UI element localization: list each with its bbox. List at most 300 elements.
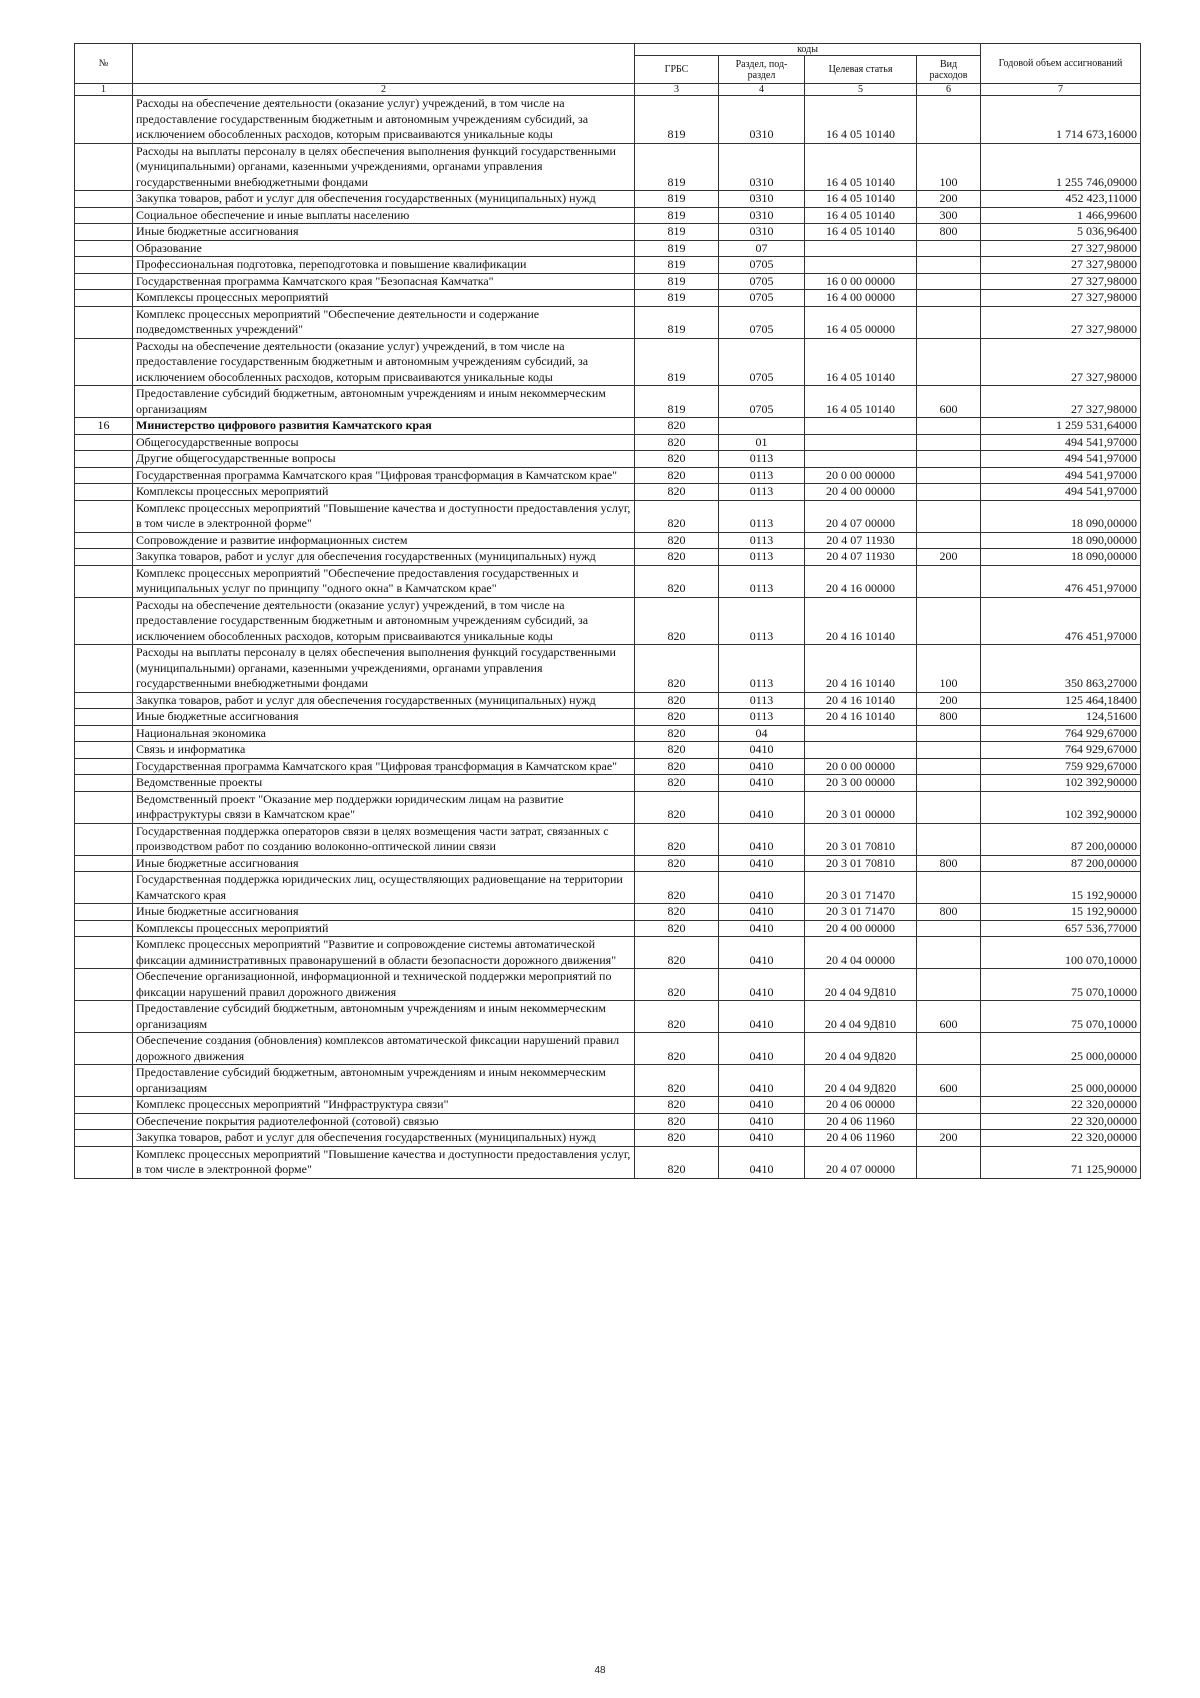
row-number-cell	[75, 1130, 133, 1147]
grbs-cell: 820	[635, 1065, 719, 1097]
razdel-cell: 0410	[719, 1130, 805, 1147]
row-number-cell	[75, 257, 133, 274]
row-number-cell	[75, 273, 133, 290]
table-row	[75, 597, 1141, 645]
razdel-cell: 0113	[719, 565, 805, 597]
razdel-cell: 0310	[719, 207, 805, 224]
amount-cell: 18 090,00000	[981, 532, 1141, 549]
celevaya-cell: 20 4 16 10140	[805, 709, 917, 726]
description-cell: Обеспечение организационной, информационной и технической поддержки мероприятий по фиксации нарушений правил дорожного движения	[133, 969, 635, 1001]
amount-cell: 494 541,97000	[981, 434, 1141, 451]
celevaya-cell: 20 4 07 00000	[805, 1146, 917, 1178]
razdel-cell: 0705	[719, 306, 805, 338]
amount-cell: 15 192,90000	[981, 872, 1141, 904]
celevaya-cell: 20 4 07 00000	[805, 500, 917, 532]
vid-cell: 200	[917, 549, 981, 566]
vid-cell: 600	[917, 386, 981, 418]
celevaya-cell: 20 3 00 00000	[805, 775, 917, 792]
table-header	[75, 44, 1141, 96]
vid-cell	[917, 338, 981, 386]
vid-cell	[917, 872, 981, 904]
table-row	[75, 758, 1141, 775]
celevaya-cell	[805, 434, 917, 451]
amount-cell: 764 929,67000	[981, 742, 1141, 759]
razdel-cell: 0113	[719, 597, 805, 645]
grbs-cell: 820	[635, 758, 719, 775]
table-row	[75, 920, 1141, 937]
celevaya-cell: 16 4 05 10140	[805, 143, 917, 191]
razdel-cell: 0113	[719, 645, 805, 693]
grbs-cell: 820	[635, 597, 719, 645]
row-number-cell	[75, 434, 133, 451]
celevaya-cell	[805, 240, 917, 257]
row-number-cell	[75, 565, 133, 597]
grbs-cell: 820	[635, 904, 719, 921]
grbs-cell: 820	[635, 692, 719, 709]
razdel-cell: 0410	[719, 1033, 805, 1065]
celevaya-cell: 20 4 06 00000	[805, 1097, 917, 1114]
grbs-cell: 820	[635, 500, 719, 532]
grbs-cell: 820	[635, 1146, 719, 1178]
row-number-cell	[75, 791, 133, 823]
description-cell: Комплекс процессных мероприятий "Инфраструктура связи"	[133, 1097, 635, 1114]
row-number-cell	[75, 338, 133, 386]
row-number-cell	[75, 692, 133, 709]
celevaya-cell: 20 4 06 11960	[805, 1113, 917, 1130]
amount-cell: 5 036,96400	[981, 224, 1141, 241]
row-number-cell	[75, 290, 133, 307]
vid-cell	[917, 920, 981, 937]
grbs-cell: 819	[635, 96, 719, 144]
row-number-cell	[75, 386, 133, 418]
razdel-cell: 0410	[719, 937, 805, 969]
razdel-cell: 0410	[719, 969, 805, 1001]
table-row	[75, 872, 1141, 904]
column-number: 1	[75, 84, 133, 96]
razdel-cell: 0410	[719, 742, 805, 759]
celevaya-cell: 20 4 06 11960	[805, 1130, 917, 1147]
column-number: 2	[133, 84, 635, 96]
grbs-cell: 819	[635, 207, 719, 224]
celevaya-cell: 20 3 01 70810	[805, 823, 917, 855]
vid-cell	[917, 1146, 981, 1178]
table-row	[75, 451, 1141, 468]
table-row	[75, 418, 1141, 435]
grbs-cell: 820	[635, 467, 719, 484]
description-cell: Комплекс процессных мероприятий "Обеспечение деятельности и содержание подведомственных учреждений"	[133, 306, 635, 338]
grbs-cell: 820	[635, 484, 719, 501]
amount-cell: 759 929,67000	[981, 758, 1141, 775]
razdel-cell: 0113	[719, 709, 805, 726]
table-row	[75, 386, 1141, 418]
description-cell: Ведомственные проекты	[133, 775, 635, 792]
razdel-cell	[719, 418, 805, 435]
razdel-cell: 0113	[719, 692, 805, 709]
vid-cell	[917, 532, 981, 549]
amount-cell: 27 327,98000	[981, 386, 1141, 418]
grbs-header: ГРБС	[635, 56, 719, 84]
table-row	[75, 1033, 1141, 1065]
amount-cell: 27 327,98000	[981, 240, 1141, 257]
vid-cell: 800	[917, 709, 981, 726]
razdel-cell: 0410	[719, 1097, 805, 1114]
celevaya-cell: 20 3 01 70810	[805, 855, 917, 872]
description-cell: Государственная поддержка юридических лиц, осуществляющих радиовещание на территории Камчатского края	[133, 872, 635, 904]
vid-cell	[917, 290, 981, 307]
vid-cell: 200	[917, 692, 981, 709]
vid-cell: 300	[917, 207, 981, 224]
description-cell: Общегосударственные вопросы	[133, 434, 635, 451]
table-row	[75, 791, 1141, 823]
celevaya-cell: 16 4 05 10140	[805, 191, 917, 208]
vid-cell	[917, 725, 981, 742]
vid-cell	[917, 791, 981, 823]
table-row	[75, 692, 1141, 709]
grbs-cell: 820	[635, 791, 719, 823]
amount-cell: 1 714 673,16000	[981, 96, 1141, 144]
razdel-cell: 0410	[719, 823, 805, 855]
amount-cell: 102 392,90000	[981, 791, 1141, 823]
row-number-cell	[75, 532, 133, 549]
celevaya-cell: 20 4 16 10140	[805, 645, 917, 693]
grbs-cell: 820	[635, 725, 719, 742]
grbs-cell: 820	[635, 872, 719, 904]
description-cell: Комплексы процессных мероприятий	[133, 920, 635, 937]
vid-cell	[917, 451, 981, 468]
razdel-cell: 0705	[719, 338, 805, 386]
row-number-cell	[75, 920, 133, 937]
amount-cell: 494 541,97000	[981, 484, 1141, 501]
description-cell: Комплекс процессных мероприятий "Повышение качества и доступности предоставления услуг, в том числе в электронной форме"	[133, 500, 635, 532]
razdel-cell: 0410	[719, 855, 805, 872]
amount-cell: 27 327,98000	[981, 273, 1141, 290]
amount-cell: 27 327,98000	[981, 338, 1141, 386]
table-row	[75, 709, 1141, 726]
description-cell: Государственная программа Камчатского края "Безопасная Камчатка"	[133, 273, 635, 290]
celevaya-cell: 20 4 16 00000	[805, 565, 917, 597]
description-cell: Расходы на выплаты персоналу в целях обеспечения выполнения функций государственными (муниципальными) органами, казенными учреждениями, органами управления государственными внебюджетными фондами	[133, 143, 635, 191]
razdel-cell: 0410	[719, 920, 805, 937]
column-number: 5	[805, 84, 917, 96]
celevaya-cell: 16 4 05 10140	[805, 338, 917, 386]
grbs-cell: 819	[635, 338, 719, 386]
table-row	[75, 257, 1141, 274]
amount-cell: 87 200,00000	[981, 823, 1141, 855]
vid-cell: 200	[917, 1130, 981, 1147]
table-row	[75, 725, 1141, 742]
page-number: 48	[594, 1665, 606, 1676]
row-number-cell	[75, 207, 133, 224]
table-row	[75, 500, 1141, 532]
description-cell: Иные бюджетные ассигнования	[133, 709, 635, 726]
amount-cell: 1 466,99600	[981, 207, 1141, 224]
description-cell: Иные бюджетные ассигнования	[133, 904, 635, 921]
document-page	[74, 43, 1140, 1179]
description-cell: Образование	[133, 240, 635, 257]
razdel-cell: 0410	[719, 904, 805, 921]
table-row	[75, 823, 1141, 855]
row-number-cell	[75, 872, 133, 904]
grbs-cell: 820	[635, 549, 719, 566]
description-cell: Национальная экономика	[133, 725, 635, 742]
celevaya-cell: 16 4 05 10140	[805, 207, 917, 224]
table-row	[75, 855, 1141, 872]
vid-cell: 800	[917, 855, 981, 872]
grbs-cell: 820	[635, 969, 719, 1001]
amount-cell: 27 327,98000	[981, 306, 1141, 338]
razdel-cell: 07	[719, 240, 805, 257]
razdel-cell: 0113	[719, 500, 805, 532]
celevaya-cell	[805, 742, 917, 759]
celevaya-cell: 20 3 01 00000	[805, 791, 917, 823]
row-number-cell	[75, 143, 133, 191]
vid-cell	[917, 500, 981, 532]
amount-cell: 15 192,90000	[981, 904, 1141, 921]
vid-cell	[917, 1097, 981, 1114]
celevaya-cell: 20 4 04 9Д810	[805, 1001, 917, 1033]
razdel-header: Раздел, под-раздел	[719, 56, 805, 84]
row-number-cell	[75, 904, 133, 921]
amount-cell: 764 929,67000	[981, 725, 1141, 742]
row-number-cell	[75, 969, 133, 1001]
table-body	[75, 96, 1141, 1179]
row-number-cell	[75, 96, 133, 144]
celevaya-cell: 20 4 07 11930	[805, 532, 917, 549]
celevaya-cell: 20 4 16 10140	[805, 597, 917, 645]
table-row	[75, 904, 1141, 921]
row-number-cell	[75, 191, 133, 208]
row-number-cell: 16	[75, 418, 133, 435]
celevaya-cell: 20 4 04 9Д820	[805, 1033, 917, 1065]
table-row	[75, 549, 1141, 566]
table-row	[75, 1113, 1141, 1130]
table-row	[75, 775, 1141, 792]
table-row	[75, 467, 1141, 484]
razdel-cell: 0410	[719, 1146, 805, 1178]
description-cell: Министерство цифрового развития Камчатского края	[133, 418, 635, 435]
razdel-cell: 0410	[719, 758, 805, 775]
description-cell: Предоставление субсидий бюджетным, автономным учреждениям и иным некоммерческим организациям	[133, 386, 635, 418]
amount-cell: 71 125,90000	[981, 1146, 1141, 1178]
razdel-cell: 0410	[719, 872, 805, 904]
vid-cell	[917, 565, 981, 597]
vid-cell	[917, 306, 981, 338]
row-number-cell	[75, 725, 133, 742]
table-row	[75, 1097, 1141, 1114]
razdel-cell: 0113	[719, 484, 805, 501]
amount-cell: 27 327,98000	[981, 257, 1141, 274]
vid-cell	[917, 434, 981, 451]
razdel-cell: 0705	[719, 257, 805, 274]
razdel-cell: 0310	[719, 96, 805, 144]
description-cell: Расходы на выплаты персоналу в целях обеспечения выполнения функций государственными (муниципальными) органами, казенными учреждениями, органами управления государственными внебюджетными фондами	[133, 645, 635, 693]
grbs-cell: 820	[635, 1097, 719, 1114]
grbs-cell: 820	[635, 775, 719, 792]
description-cell: Иные бюджетные ассигнования	[133, 224, 635, 241]
grbs-cell: 820	[635, 418, 719, 435]
description-cell: Закупка товаров, работ и услуг для обеспечения государственных (муниципальных) нужд	[133, 692, 635, 709]
description-cell: Комплексы процессных мероприятий	[133, 290, 635, 307]
grbs-cell: 819	[635, 143, 719, 191]
table-row	[75, 143, 1141, 191]
row-number-cell	[75, 224, 133, 241]
grbs-cell: 819	[635, 257, 719, 274]
vid-cell	[917, 597, 981, 645]
grbs-cell: 820	[635, 645, 719, 693]
column-number: 4	[719, 84, 805, 96]
amount-cell: 494 541,97000	[981, 467, 1141, 484]
amount-cell: 125 464,18400	[981, 692, 1141, 709]
row-number-cell	[75, 709, 133, 726]
amount-cell: 124,51600	[981, 709, 1141, 726]
grbs-cell: 819	[635, 306, 719, 338]
amount-cell: 476 451,97000	[981, 597, 1141, 645]
row-number-cell	[75, 742, 133, 759]
razdel-cell: 0113	[719, 549, 805, 566]
table-row	[75, 742, 1141, 759]
grbs-cell: 820	[635, 855, 719, 872]
razdel-cell: 0410	[719, 775, 805, 792]
description-cell: Сопровождение и развитие информационных систем	[133, 532, 635, 549]
row-number-cell	[75, 758, 133, 775]
table-row	[75, 338, 1141, 386]
row-number-cell	[75, 467, 133, 484]
razdel-cell: 0705	[719, 386, 805, 418]
celevaya-cell	[805, 257, 917, 274]
razdel-cell: 0705	[719, 290, 805, 307]
vid-cell: 100	[917, 143, 981, 191]
num-header: №	[75, 44, 133, 84]
description-cell: Закупка товаров, работ и услуг для обеспечения государственных (муниципальных) нужд	[133, 549, 635, 566]
table-row	[75, 1130, 1141, 1147]
amount-cell: 75 070,10000	[981, 969, 1141, 1001]
razdel-cell: 0410	[719, 1065, 805, 1097]
vid-cell	[917, 823, 981, 855]
column-number: 3	[635, 84, 719, 96]
amount-cell: 75 070,10000	[981, 1001, 1141, 1033]
amount-cell: 18 090,00000	[981, 500, 1141, 532]
vid-cell: 800	[917, 904, 981, 921]
description-cell: Государственная программа Камчатского края "Цифровая трансформация в Камчатском крае"	[133, 467, 635, 484]
table-row	[75, 96, 1141, 144]
vid-cell	[917, 257, 981, 274]
vid-cell	[917, 240, 981, 257]
celevaya-cell: 20 4 04 9Д820	[805, 1065, 917, 1097]
celevaya-cell: 20 3 01 71470	[805, 904, 917, 921]
description-cell: Закупка товаров, работ и услуг для обеспечения государственных (муниципальных) нужд	[133, 191, 635, 208]
vid-cell	[917, 742, 981, 759]
amount-cell: 27 327,98000	[981, 290, 1141, 307]
row-number-cell	[75, 306, 133, 338]
grbs-cell: 820	[635, 565, 719, 597]
celevaya-cell: 16 0 00 00000	[805, 273, 917, 290]
razdel-cell: 0310	[719, 191, 805, 208]
row-number-cell	[75, 1113, 133, 1130]
celevaya-cell: 20 3 01 71470	[805, 872, 917, 904]
row-number-cell	[75, 775, 133, 792]
grbs-cell: 820	[635, 1001, 719, 1033]
celevaya-cell: 16 4 05 10140	[805, 386, 917, 418]
description-cell: Связь и информатика	[133, 742, 635, 759]
table-row	[75, 1001, 1141, 1033]
amount-cell: 18 090,00000	[981, 549, 1141, 566]
description-cell: Государственная программа Камчатского края "Цифровая трансформация в Камчатском крае"	[133, 758, 635, 775]
grbs-cell: 819	[635, 224, 719, 241]
razdel-cell: 0113	[719, 467, 805, 484]
grbs-cell: 819	[635, 386, 719, 418]
grbs-cell: 820	[635, 823, 719, 855]
grbs-cell: 820	[635, 1113, 719, 1130]
razdel-cell: 0113	[719, 451, 805, 468]
table-row	[75, 240, 1141, 257]
vid-cell	[917, 775, 981, 792]
description-cell: Закупка товаров, работ и услуг для обеспечения государственных (муниципальных) нужд	[133, 1130, 635, 1147]
amount-cell: 100 070,10000	[981, 937, 1141, 969]
table-row	[75, 532, 1141, 549]
row-number-cell	[75, 597, 133, 645]
amount-cell: 1 255 746,09000	[981, 143, 1141, 191]
description-cell: Комплекс процессных мероприятий "Повышение качества и доступности предоставления услуг, в том числе в электронной форме"	[133, 1146, 635, 1178]
grbs-cell: 820	[635, 532, 719, 549]
description-cell: Расходы на обеспечение деятельности (оказание услуг) учреждений, в том числе на предоставление государственным бюджетным и автономным учреждениям субсидий, за исключением обособленных расходов, которым присваиваются уникальные коды	[133, 597, 635, 645]
vid-cell	[917, 273, 981, 290]
grbs-cell: 820	[635, 709, 719, 726]
amount-cell: 452 423,11000	[981, 191, 1141, 208]
vid-cell	[917, 1113, 981, 1130]
table-row	[75, 1065, 1141, 1097]
grbs-cell: 819	[635, 290, 719, 307]
description-cell: Расходы на обеспечение деятельности (оказание услуг) учреждений, в том числе на предоставление государственным бюджетным и автономным учреждениям субсидий, за исключением обособленных расходов, которым присваиваются уникальные коды	[133, 338, 635, 386]
celevaya-cell: 20 4 00 00000	[805, 920, 917, 937]
description-cell: Предоставление субсидий бюджетным, автономным учреждениям и иным некоммерческим организациям	[133, 1001, 635, 1033]
amount-cell: 25 000,00000	[981, 1033, 1141, 1065]
vid-cell	[917, 467, 981, 484]
description-cell: Комплексы процессных мероприятий	[133, 484, 635, 501]
row-number-cell	[75, 240, 133, 257]
celevaya-cell: 20 4 04 9Д810	[805, 969, 917, 1001]
column-number: 7	[981, 84, 1141, 96]
row-number-cell	[75, 1065, 133, 1097]
row-number-cell	[75, 645, 133, 693]
row-number-cell	[75, 937, 133, 969]
amount-cell: 22 320,00000	[981, 1097, 1141, 1114]
vid-cell: 600	[917, 1001, 981, 1033]
celevaya-cell: 16 4 05 00000	[805, 306, 917, 338]
vid-cell	[917, 96, 981, 144]
description-cell: Иные бюджетные ассигнования	[133, 855, 635, 872]
vid-cell	[917, 758, 981, 775]
vid-cell: 800	[917, 224, 981, 241]
amount-cell: 25 000,00000	[981, 1065, 1141, 1097]
grbs-cell: 820	[635, 920, 719, 937]
celevaya-cell: 16 4 05 10140	[805, 96, 917, 144]
celevaya-cell: 16 4 05 10140	[805, 224, 917, 241]
grbs-cell: 820	[635, 1033, 719, 1065]
grbs-cell: 819	[635, 191, 719, 208]
vid-cell: 600	[917, 1065, 981, 1097]
table-row	[75, 191, 1141, 208]
grbs-cell: 820	[635, 434, 719, 451]
table-row	[75, 969, 1141, 1001]
table-row	[75, 306, 1141, 338]
vid-cell: 200	[917, 191, 981, 208]
description-cell: Обеспечение создания (обновления) комплексов автоматической фиксации нарушений правил дорожного движения	[133, 1033, 635, 1065]
amount-cell: 494 541,97000	[981, 451, 1141, 468]
amount-cell: 1 259 531,64000	[981, 418, 1141, 435]
celevaya-cell	[805, 451, 917, 468]
vid-cell	[917, 969, 981, 1001]
vid-cell	[917, 484, 981, 501]
